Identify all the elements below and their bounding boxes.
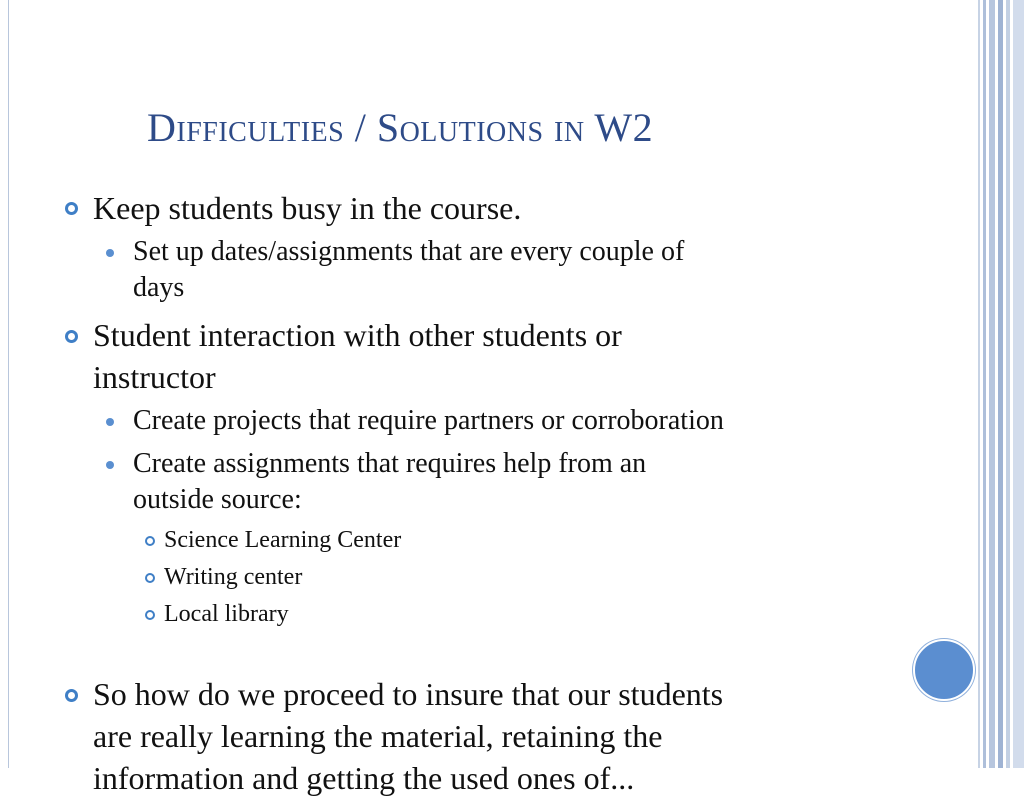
- bullet-text-continued: information and getting the used ones of...: [93, 760, 635, 796]
- bullet-text: Student interaction with other students or: [93, 317, 622, 353]
- bullet-text: Keep students busy in the course.: [93, 190, 522, 226]
- sub-sub-bullet-text: Writing center: [164, 564, 303, 590]
- sub-bullet-text-continued: days: [133, 272, 185, 303]
- sub-sub-bullet-text: Science Learning Center: [164, 527, 402, 553]
- small-ring-bullet-icon: [145, 573, 155, 583]
- bullet-text: So how do we proceed to insure that our students: [93, 676, 724, 712]
- right-decor-stripe: [983, 0, 986, 768]
- dot-bullet-icon: [106, 418, 114, 426]
- right-decor-stripe: [1006, 0, 1010, 768]
- dot-bullet-icon: [106, 461, 114, 469]
- right-decor-stripe: [998, 0, 1003, 768]
- ring-bullet-icon: [65, 330, 78, 343]
- dot-bullet-icon: [106, 249, 114, 257]
- slide-title: Difficulties / Solutions in W2: [147, 105, 654, 150]
- sub-sub-bullet-text: Local library: [164, 601, 289, 627]
- small-ring-bullet-icon: [145, 610, 155, 620]
- sub-bullet-text-continued: outside source:: [133, 484, 302, 515]
- sub-bullet-text: Set up dates/assignments that are every couple of: [133, 236, 685, 267]
- sub-bullet-text: Create assignments that requires help from an: [133, 448, 647, 479]
- ring-bullet-icon: [65, 689, 78, 702]
- right-decor-stripe: [1013, 0, 1024, 768]
- sub-bullet-text: Create projects that require partners or corroboration: [133, 405, 724, 436]
- bullet-text-continued: are really learning the material, retaining the: [93, 718, 663, 754]
- ring-bullet-icon: [65, 202, 78, 215]
- small-ring-bullet-icon: [145, 536, 155, 546]
- right-decor-stripe: [989, 0, 995, 768]
- right-decor-stripe: [978, 0, 980, 768]
- bullet-text-continued: instructor: [93, 359, 216, 395]
